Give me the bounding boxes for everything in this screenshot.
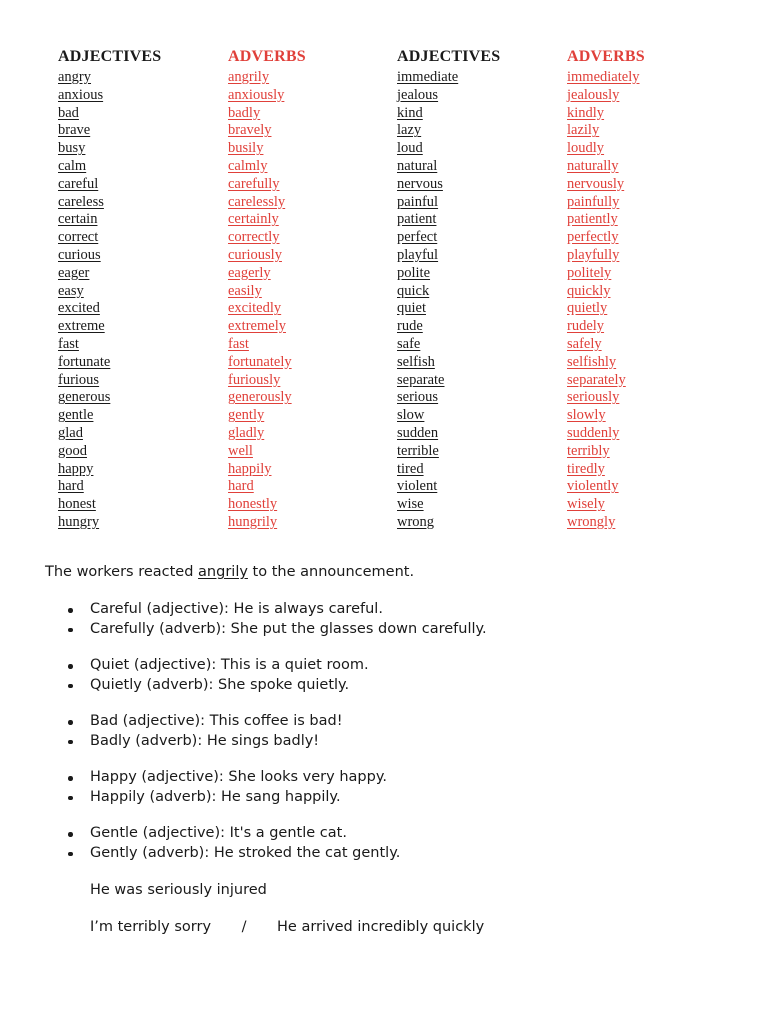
word-item <box>58 283 161 301</box>
word-item <box>58 496 161 514</box>
adjective-word: extreme <box>58 318 105 335</box>
word-item <box>397 122 500 140</box>
word-item <box>58 265 161 283</box>
adverb-word: suddenly <box>567 424 620 441</box>
word-item <box>228 496 306 514</box>
adjective-word: natural <box>397 157 438 174</box>
column-adverbs-1 <box>228 47 306 532</box>
adverb-word: correctly <box>228 229 280 246</box>
adverb-word: selfishly <box>567 353 617 370</box>
adverb-word: perfectly <box>567 229 619 246</box>
example-list <box>68 600 487 880</box>
example-group <box>68 600 487 639</box>
adjective-word: hard <box>58 478 84 495</box>
word-item <box>58 87 161 105</box>
adjective-word: calm <box>58 157 87 174</box>
word-item <box>397 389 500 407</box>
word-item <box>58 300 161 318</box>
adverb-word: excitedly <box>228 300 282 317</box>
word-item <box>228 211 306 229</box>
column-heading: ADVERBS <box>228 48 306 65</box>
adverb-word: hard <box>228 478 254 495</box>
adjective-word: generous <box>58 389 111 406</box>
word-item <box>567 514 645 532</box>
word-item <box>397 265 500 283</box>
adverb-word: naturally <box>567 157 619 174</box>
adjective-word: angry <box>58 69 92 85</box>
word-item <box>397 300 500 318</box>
intro-text-before: The workers reacted <box>45 564 199 580</box>
adjective-word: kind <box>397 104 423 121</box>
adjective-word: good <box>58 442 87 459</box>
bullet-icon <box>68 776 73 781</box>
adjective-word: careful <box>58 175 99 192</box>
adverb-word: hungrily <box>228 513 278 530</box>
word-item <box>228 176 306 194</box>
word-item <box>397 461 500 479</box>
word-item <box>397 425 500 443</box>
word-item <box>397 140 500 158</box>
adverb-word: seriously <box>567 389 620 406</box>
word-item <box>58 140 161 158</box>
adverb-word: calmly <box>228 157 268 174</box>
word-item <box>397 211 500 229</box>
word-item <box>228 105 306 123</box>
example-bullet <box>68 676 487 696</box>
adverb-word: nervously <box>567 175 625 192</box>
word-item <box>228 265 306 283</box>
adverb-word: playfully <box>567 246 620 263</box>
word-item <box>58 211 161 229</box>
word-item <box>567 372 645 390</box>
word-item <box>567 496 645 514</box>
adjective-word: happy <box>58 460 94 477</box>
word-item <box>228 336 306 354</box>
word-item <box>397 496 500 514</box>
adjective-word: loud <box>397 140 423 157</box>
example-text: Quietly (adverb): She spoke quietly. <box>90 676 350 693</box>
adverb-word: jealously <box>567 86 620 103</box>
word-item <box>397 194 500 212</box>
example-text: Badly (adverb): He sings badly! <box>90 732 320 749</box>
adverb-word: fast <box>228 335 249 352</box>
adjective-word: gentle <box>58 407 94 424</box>
adverb-word: badly <box>228 104 261 121</box>
adjective-word: eager <box>58 264 90 281</box>
adverb-word: angrily <box>228 69 270 85</box>
word-item <box>567 247 645 265</box>
word-item <box>58 158 161 176</box>
adverb-word: rudely <box>567 318 605 335</box>
word-item <box>58 443 161 461</box>
adverb-word: lazily <box>567 122 600 139</box>
word-item <box>58 461 161 479</box>
word-item <box>228 425 306 443</box>
word-item <box>397 283 500 301</box>
word-item <box>58 407 161 425</box>
word-item <box>397 158 500 176</box>
adverb-word: anxiously <box>228 86 285 103</box>
adjective-word: brave <box>58 122 91 139</box>
word-item <box>228 389 306 407</box>
adjective-word: wise <box>397 496 424 513</box>
word-item <box>228 247 306 265</box>
adjective-word: sudden <box>397 424 439 441</box>
word-item <box>228 461 306 479</box>
adjective-word: nervous <box>397 175 443 192</box>
adverb-word: patiently <box>567 211 618 228</box>
intro-text-after: to the announcement. <box>247 564 415 580</box>
adverb-word: loudly <box>567 140 605 157</box>
example-group <box>68 824 487 863</box>
adjective-word: careless <box>58 193 104 210</box>
word-item <box>567 336 645 354</box>
adverb-word: safely <box>567 335 602 352</box>
adverb-word: fortunately <box>228 353 292 370</box>
adverb-word: gladly <box>228 424 265 441</box>
adjective-word: honest <box>58 496 96 513</box>
adverb-word: well <box>228 442 253 459</box>
word-item <box>567 229 645 247</box>
adjective-word: anxious <box>58 86 104 103</box>
word-item <box>397 514 500 532</box>
adjective-word: glad <box>58 424 83 441</box>
bullet-icon <box>68 684 73 689</box>
word-item <box>58 336 161 354</box>
example-text: Quiet (adjective): This is a quiet room. <box>90 657 369 673</box>
bullet-icon <box>68 740 73 745</box>
word-item <box>567 354 645 372</box>
word-item <box>228 87 306 105</box>
adjective-word: immediate <box>397 69 459 85</box>
word-item <box>58 105 161 123</box>
note-left: I’m terribly sorry <box>90 919 212 935</box>
word-item <box>567 122 645 140</box>
adjective-word: fortunate <box>58 353 111 370</box>
adverb-word: quickly <box>567 282 611 299</box>
adverb-word: furiously <box>228 371 281 388</box>
adverb-word: curiously <box>228 246 282 263</box>
word-item <box>567 211 645 229</box>
word-item <box>567 265 645 283</box>
example-bullet <box>68 844 487 864</box>
example-text: Bad (adjective): This coffee is bad! <box>90 713 343 729</box>
word-item <box>567 176 645 194</box>
adverb-word: carelessly <box>228 193 286 210</box>
word-item <box>567 478 645 496</box>
word-item <box>58 372 161 390</box>
word-item <box>58 122 161 140</box>
word-list <box>397 69 500 532</box>
adjective-word: terrible <box>397 442 439 459</box>
word-item <box>228 158 306 176</box>
adverb-word: extremely <box>228 318 286 335</box>
adjective-word: polite <box>397 264 431 281</box>
adjective-word: wrong <box>397 513 435 530</box>
word-item <box>397 69 500 87</box>
example-group <box>68 768 487 807</box>
example-pair <box>68 768 487 807</box>
adverb-word: slowly <box>567 407 606 424</box>
word-item <box>228 122 306 140</box>
adjective-word: lazy <box>397 122 422 139</box>
word-item <box>567 105 645 123</box>
example-bullet <box>68 788 487 808</box>
word-item <box>397 229 500 247</box>
adverb-word: certainly <box>228 211 279 228</box>
adjective-word: serious <box>397 389 439 406</box>
column-adjectives-2 <box>397 47 500 532</box>
adverb-word: honestly <box>228 496 278 513</box>
adjective-word: easy <box>58 282 84 299</box>
word-item <box>228 69 306 87</box>
adjective-word: furious <box>58 371 100 388</box>
word-list <box>228 69 306 532</box>
adverb-word: politely <box>567 264 612 281</box>
word-item <box>58 425 161 443</box>
word-item <box>228 318 306 336</box>
adverb-word: easily <box>228 282 262 299</box>
word-item <box>58 247 161 265</box>
adverb-word: wrongly <box>567 513 616 530</box>
adverb-word: kindly <box>567 104 605 121</box>
adjective-word: quick <box>397 282 430 299</box>
example-pair <box>68 600 487 639</box>
word-item <box>228 372 306 390</box>
word-item <box>228 407 306 425</box>
word-item <box>58 318 161 336</box>
adverb-word: carefully <box>228 175 280 192</box>
example-text: Gentle (adjective): It's a gentle cat. <box>90 825 347 841</box>
word-item <box>397 407 500 425</box>
word-item <box>397 176 500 194</box>
adjective-word: playful <box>397 246 439 263</box>
intro-underlined-word: angrily <box>198 564 248 580</box>
word-item <box>58 229 161 247</box>
word-item <box>567 69 645 87</box>
adverb-word: bravely <box>228 122 272 139</box>
adjective-word: correct <box>58 229 99 246</box>
adjective-word: tired <box>397 460 424 477</box>
column-heading: ADVERBS <box>567 48 645 65</box>
example-note: He was seriously injured <box>90 882 267 898</box>
bullet-icon <box>68 796 73 801</box>
word-item <box>58 514 161 532</box>
example-pair <box>68 824 487 863</box>
adjective-word: certain <box>58 211 98 228</box>
adjective-word: safe <box>397 335 421 352</box>
column-adverbs-2 <box>567 47 645 532</box>
word-item <box>397 318 500 336</box>
example-bullet <box>68 768 487 788</box>
example-pair <box>68 712 487 751</box>
adjective-word: painful <box>397 193 439 210</box>
word-item <box>567 194 645 212</box>
adjective-word: jealous <box>397 86 439 103</box>
word-list <box>567 69 645 532</box>
word-item <box>397 247 500 265</box>
adverb-word: busily <box>228 140 264 157</box>
adjective-word: bad <box>58 104 79 121</box>
adjective-word: perfect <box>397 229 438 246</box>
example-bullet <box>68 656 487 676</box>
word-item <box>397 87 500 105</box>
adverb-word: separately <box>567 371 626 388</box>
adjective-word: excited <box>58 300 100 317</box>
word-item <box>58 389 161 407</box>
example-text: Happy (adjective): She looks very happy. <box>90 769 387 785</box>
example-bullet <box>68 824 487 844</box>
bullet-icon <box>68 608 73 613</box>
word-item <box>567 87 645 105</box>
word-item <box>228 300 306 318</box>
example-bullet <box>68 712 487 732</box>
adjective-word: selfish <box>397 353 435 370</box>
adverb-word: generously <box>228 389 292 406</box>
word-item <box>228 229 306 247</box>
word-item <box>58 194 161 212</box>
word-item <box>397 478 500 496</box>
word-item <box>228 283 306 301</box>
word-item <box>228 194 306 212</box>
bullet-icon <box>68 852 73 857</box>
adverb-word: violently <box>567 478 619 495</box>
column-adjectives-1 <box>58 47 161 532</box>
adjective-word: fast <box>58 335 79 352</box>
word-item <box>567 300 645 318</box>
word-item <box>397 336 500 354</box>
note-right: He arrived incredibly quickly <box>277 919 485 935</box>
example-text: Careful (adjective): He is always careful. <box>90 601 383 617</box>
example-bullet <box>68 620 487 640</box>
word-item <box>58 69 161 87</box>
adverb-word: quietly <box>567 300 608 317</box>
adjective-word: rude <box>397 318 423 335</box>
adjective-word: curious <box>58 246 101 263</box>
note-separator: / <box>241 919 247 935</box>
example-group <box>68 712 487 751</box>
word-item <box>567 158 645 176</box>
word-item <box>397 372 500 390</box>
word-item <box>567 461 645 479</box>
adverb-word: happily <box>228 460 272 477</box>
word-item <box>228 354 306 372</box>
example-note-pair <box>90 918 484 936</box>
word-item <box>397 105 500 123</box>
adjective-word: busy <box>58 140 86 157</box>
adjective-word: violent <box>397 478 438 495</box>
word-item <box>58 354 161 372</box>
adjective-word: slow <box>397 407 425 424</box>
bullet-icon <box>68 720 73 725</box>
example-text: Carefully (adverb): She put the glasses down carefully. <box>90 620 487 637</box>
column-heading: ADJECTIVES <box>397 48 501 65</box>
adjective-word: quiet <box>397 300 426 317</box>
example-bullet <box>68 732 487 752</box>
word-list <box>58 69 161 532</box>
example-pair <box>68 656 487 695</box>
column-heading: ADJECTIVES <box>58 48 162 65</box>
adverb-word: terribly <box>567 442 610 459</box>
adverb-word: eagerly <box>228 264 271 281</box>
word-item <box>58 478 161 496</box>
example-text: Gently (adverb): He stroked the cat gently. <box>90 844 401 861</box>
adverb-word: gently <box>228 407 265 424</box>
word-item <box>567 389 645 407</box>
adverb-word: wisely <box>567 496 605 513</box>
example-bullet <box>68 600 487 620</box>
example-text: Happily (adverb): He sang happily. <box>90 788 341 805</box>
word-item <box>567 140 645 158</box>
adverb-word: painfully <box>567 193 620 210</box>
word-item <box>397 354 500 372</box>
word-item <box>567 318 645 336</box>
adjective-word: patient <box>397 211 437 228</box>
word-item <box>397 443 500 461</box>
bullet-icon <box>68 628 73 633</box>
word-item <box>567 425 645 443</box>
intro-sentence <box>45 563 414 581</box>
word-item <box>228 514 306 532</box>
word-item <box>567 283 645 301</box>
bullet-icon <box>68 664 73 669</box>
adjective-word: separate <box>397 371 445 388</box>
word-item <box>228 443 306 461</box>
word-item <box>58 176 161 194</box>
word-item <box>567 407 645 425</box>
bullet-icon <box>68 832 73 837</box>
word-item <box>567 443 645 461</box>
word-item <box>228 478 306 496</box>
word-item <box>228 140 306 158</box>
example-group <box>68 656 487 695</box>
adverb-word: tiredly <box>567 460 605 477</box>
adjective-word: hungry <box>58 513 100 530</box>
adverb-word: immediately <box>567 69 640 85</box>
